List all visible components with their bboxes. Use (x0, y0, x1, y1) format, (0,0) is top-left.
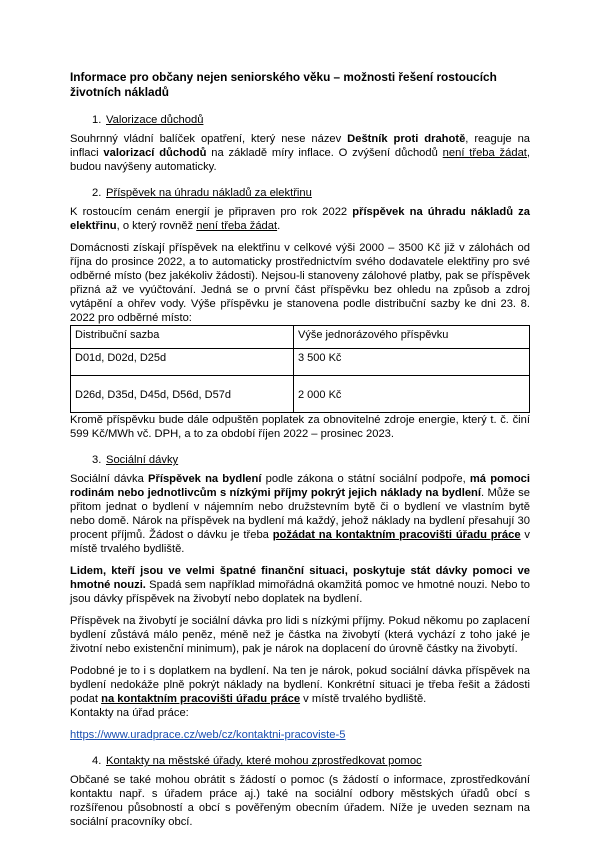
text: , reaguje na inflaci (70, 133, 531, 159)
table-cell: D01d, D02d, D25d (71, 349, 294, 376)
bold-underlined-text: požádat na kontaktním pracovišti úřadu práce (272, 529, 521, 541)
text: v místě trvalého bydliště. (300, 693, 427, 705)
paragraph: Občané se také mohou obrátit s žádostí o pomoc (s žádostí o informace, zprostředkování kontaktu např. s úřadem práce aj.) také na sociální odbory městských úřadů obcí s rozšířenou působností a obcí s pověřeným obecním úřadem. Níže je uveden seznam na sociální pracovníky obcí. (70, 774, 530, 828)
bold-text: příspěvek na úhradu nákladů za elektřinu (70, 206, 530, 232)
paragraph: Kontakty na úřad práce: (70, 707, 189, 719)
section-heading-4 (70, 754, 530, 768)
bold-text: Deštník proti drahotě (347, 133, 466, 145)
text: . Může se přitom jednat o bydlení v nájemním nebo družstevním bytě či o bydlení ve vlastním bytě nebo domě. Nárok na příspěvek na bydlení má každý, jehož náklady na bydlení přesahují 30 procent příjmů. Žádost o dávku je třeba (70, 487, 530, 541)
underlined-text: není třeba žádat (196, 220, 278, 232)
table-header-cell: Výše jednorázového příspěvku (294, 326, 530, 349)
text: podle zákona o státní sociální podpoře, (261, 473, 470, 485)
table-header-cell: Distribuční sazba (71, 326, 294, 349)
text: , o který rovněž (116, 220, 197, 232)
section-heading-1 (70, 113, 530, 127)
bold-underlined-text: na kontaktním pracovišti úřadu práce (101, 693, 301, 705)
text: v místě trvalého bydliště. (70, 529, 531, 555)
table-cell: D26d, D35d, D45d, D56d, D57d (71, 376, 294, 413)
section-title: Sociální dávky (106, 454, 179, 466)
text: Sociální dávka (70, 473, 149, 485)
section-number: 2. (92, 187, 102, 199)
paragraph (70, 664, 530, 706)
text: . (277, 220, 281, 232)
underlined-text: není třeba žádat (442, 147, 527, 159)
section-heading-2 (70, 186, 530, 200)
section-title: Valorizace důchodů (106, 114, 204, 126)
table-cell: 2 000 Kč (294, 376, 530, 413)
section-number: 1. (92, 114, 102, 126)
text: , budou navýšeny automaticky. (70, 147, 531, 173)
bold-text: Lidem, kteří jsou ve velmi špatné finanční situaci, poskytuje stát dávky pomoci ve hmotné nouzi. (70, 565, 530, 591)
text: Spadá sem například mimořádná okamžitá pomoc ve hmotné nouzi. Nebo to jsou dávky příspěvek na živobytí nebo doplatek na bydlení. (70, 579, 530, 605)
bold-text: má pomoci rodinám nebo jednotlivcům s nízkými příjmy pokrýt jejich náklady na bydlení (70, 473, 530, 499)
table-header-row (71, 326, 530, 349)
paragraph (70, 205, 530, 233)
section-heading-3 (70, 453, 530, 467)
paragraph: Domácnosti získají příspěvek na elektřinu v celkové výši 2000 – 3500 Kč již v zálohách od října do prosince 2022, a to automaticky prostřednictvím svého dodavatele elektřiny pro své odběrné místo (bez jakékoliv žádosti). Nejsou-li stanoveny zálohové platby, pak se příspěvek přizná až ve vyúčtování. Jedná se o první část příspěvku bez ohledu na způsob a zdroj vytápění a ohřev vody. Výše příspěvku je stanovena podle distribuční sazby ke dni 23. 8. 2022 pro odběrné místo: (70, 242, 530, 324)
paragraph: Kromě příspěvku bude dále odpuštěn poplatek za obnovitelné zdroje energie, který t. č. činí 599 Kč/MWh vč. DPH, a to za období říjen 2022 – prosinec 2023. (70, 414, 530, 440)
paragraph: Příspěvek na živobytí je sociální dávka pro lidi s nízkými příjmy. Pokud někomu po zaplacení bydlení zůstává málo peněz, méně než je částka na živobytí (která vychází z toho jaké je životní nebo existenční minimum), pak je nárok na doplacení do úrovně částky na živobytí. (70, 615, 530, 655)
document-title: Informace pro občany nejen seniorského věku – možnosti řešení rostoucích životních nákladů (70, 70, 497, 99)
paragraph (70, 472, 530, 556)
text: Podobné je to i s doplatkem na bydlení. Na ten je nárok, pokud sociální dávka příspěvek na bydlení nedokáže plně pokrýt náklady na bydlení. Konkrétní situaci je třeba řešit a žádosti podat (70, 665, 530, 705)
paragraph (70, 564, 530, 606)
text: K rostoucím cenám energií je připraven pro rok 2022 (70, 206, 353, 218)
table-cell: 3 500 Kč (294, 349, 530, 376)
section-title: Kontakty na městské úřady, které mohou zprostředkovat pomoc (106, 755, 422, 767)
paragraph (70, 132, 530, 174)
text: Souhrnný vládní balíček opatření, který nese název (70, 133, 348, 145)
bold-text: valorizací důchodů (103, 147, 207, 159)
table-row (71, 376, 530, 413)
section-number: 4. (92, 755, 102, 767)
section-title: Příspěvek na úhradu nákladů za elektřinu (106, 187, 312, 199)
table-row (71, 349, 530, 376)
tariff-table (70, 325, 530, 413)
text: na základě míry inflace. O zvýšení důchodů (206, 147, 443, 159)
section-number: 3. (92, 454, 102, 466)
uradprace-link[interactable]: https://www.uradprace.cz/web/cz/kontaktni-pracoviste-5 (70, 729, 346, 741)
bold-text: Příspěvek na bydlení (148, 473, 262, 485)
link-paragraph (70, 728, 530, 742)
